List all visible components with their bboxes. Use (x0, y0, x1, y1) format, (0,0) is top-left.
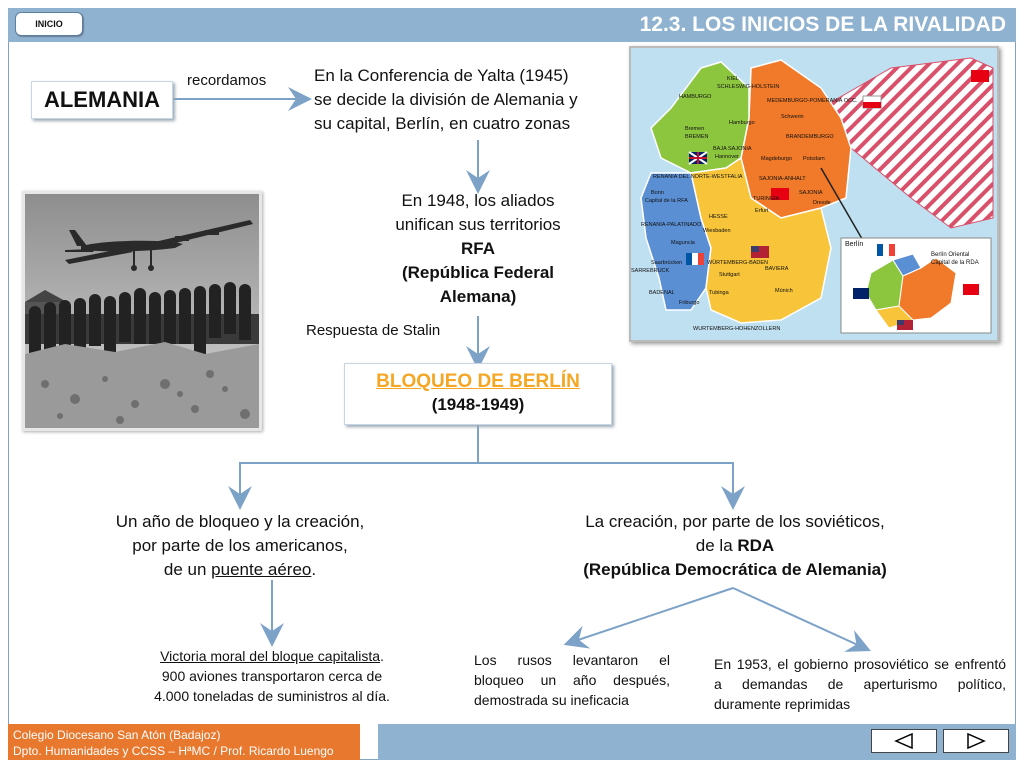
svg-text:Tubinga: Tubinga (709, 290, 729, 296)
svg-text:Berlín: Berlín (845, 241, 864, 248)
arrow-to-rusos (575, 588, 733, 641)
bloqueo-years: (1948-1949) (431, 395, 525, 414)
svg-text:Saarbrücken: Saarbrücken (651, 260, 683, 266)
yalta-text: En la Conferencia de Yalta (1945) se decide la división de Alemania y su capital, Berlín, en cuatro zonas (314, 66, 578, 133)
svg-text:BRANDEMBURGO: BRANDEMBURGO (786, 134, 834, 140)
bloqueo-box (344, 363, 612, 425)
svg-text:MEDEMBURGO-POMERANIA OCC.: MEDEMBURGO-POMERANIA OCC. (767, 98, 858, 104)
svg-text:RENANIA DEL NORTE-WESTFALIA: RENANIA DEL NORTE-WESTFALIA (653, 174, 743, 180)
svg-text:KIEL: KIEL (727, 76, 739, 82)
germany-division-map (629, 46, 999, 342)
svg-text:Dresde: Dresde (813, 200, 831, 206)
alemania-box: ALEMANIA (31, 81, 173, 119)
svg-text:BAVIERA: BAVIERA (765, 266, 789, 272)
svg-text:SARREBRUCK: SARREBRUCK (631, 268, 670, 274)
text-1953: En 1953, el gobierno prosoviético se enfrentó a demandas de aperturismo político, duramente reprimidas (714, 656, 1006, 712)
svg-text:Berlín Oriental: Berlín Oriental (931, 252, 970, 258)
previous-button[interactable] (871, 729, 937, 753)
left-branch-text: Un año de bloqueo y la creación, por parte de los americanos, de un puente aéreo. (115, 512, 365, 579)
svg-text:Maguncia: Maguncia (671, 240, 695, 246)
next-icon (966, 733, 986, 749)
svg-text:Bremen: Bremen (685, 126, 705, 132)
svg-text:BADENAL: BADENAL (649, 290, 675, 296)
svg-text:WÜRTEMBERG-BADEN: WÜRTEMBERG-BADEN (707, 260, 769, 266)
svg-text:Potsdam: Potsdam (803, 156, 825, 162)
svg-text:Erfurt: Erfurt (755, 208, 769, 214)
svg-text:Hamburgo: Hamburgo (729, 120, 755, 126)
svg-text:Wiesbaden: Wiesbaden (703, 228, 731, 234)
svg-text:SAJONIA: SAJONIA (799, 190, 823, 196)
arrow-to-left-branch (240, 424, 478, 498)
svg-text:Schwerin: Schwerin (781, 114, 804, 120)
footer-credits: Colegio Diocesano San Atón (Badajoz) Dpto. Humanidades y CCSS – HªMC / Prof. Ricardo Luengo (8, 724, 360, 760)
svg-text:WURTEMBERG-HOHENZOLLERN: WURTEMBERG-HOHENZOLLERN (693, 326, 781, 332)
arrow-to-1953 (733, 588, 860, 646)
inicio-button[interactable]: INICIO (15, 12, 83, 36)
next-button[interactable] (943, 729, 1009, 753)
svg-text:Capital de la RDA: Capital de la RDA (931, 260, 979, 266)
svg-text:SCHLESWIG-HOLSTEIN: SCHLESWIG-HOLSTEIN (717, 84, 780, 90)
recordamos-label: recordamos (187, 72, 267, 89)
rfa-text: En 1948, los aliados unifican sus territorios RFA (República Federal Alemana) (395, 191, 561, 306)
svg-text:Magdeburgo: Magdeburgo (761, 156, 792, 162)
svg-text:SAJONIA-ANHALT: SAJONIA-ANHALT (759, 176, 806, 182)
victoria-text: Victoria moral del bloque capitalista. 900 aviones transportaron cerca de 4.000 toneladas de suministros al día. (154, 648, 390, 704)
svg-text:HESSE: HESSE (709, 214, 728, 220)
arrow-to-right-branch (478, 463, 733, 498)
svg-text:BREMEN: BREMEN (685, 134, 709, 140)
svg-text:Hannover: Hannover (715, 154, 739, 160)
rusos-text: Los rusos levantaron el bloqueo un año después, demostrada su ineficacia (474, 652, 670, 708)
svg-text:Múnich: Múnich (775, 288, 793, 294)
svg-text:Capital de la RFA: Capital de la RFA (645, 198, 688, 204)
svg-text:RENANIA-PALATINADO: RENANIA-PALATINADO (641, 222, 702, 228)
svg-text:BAJA SAJONIA: BAJA SAJONIA (713, 146, 752, 152)
page-title: 12.3. LOS INICIOS DE LA RIVALIDAD (639, 13, 1006, 36)
svg-text:HAMBURGO: HAMBURGO (679, 94, 712, 100)
bloqueo-title: BLOQUEO DE BERLÍN (376, 371, 580, 392)
svg-text:Stuttgart: Stuttgart (719, 272, 740, 278)
svg-text:Bonn: Bonn (651, 190, 664, 196)
airlift-photo (22, 191, 262, 431)
previous-icon (894, 733, 914, 749)
respuesta-stalin-label: Respuesta de Stalin (306, 322, 441, 339)
svg-text:Friburgo: Friburgo (679, 300, 700, 306)
svg-text:TURINGIA: TURINGIA (753, 196, 780, 202)
right-branch-text: La creación, por parte de los soviéticos, de la RDA (República Democrática de Alemania) (583, 512, 887, 579)
